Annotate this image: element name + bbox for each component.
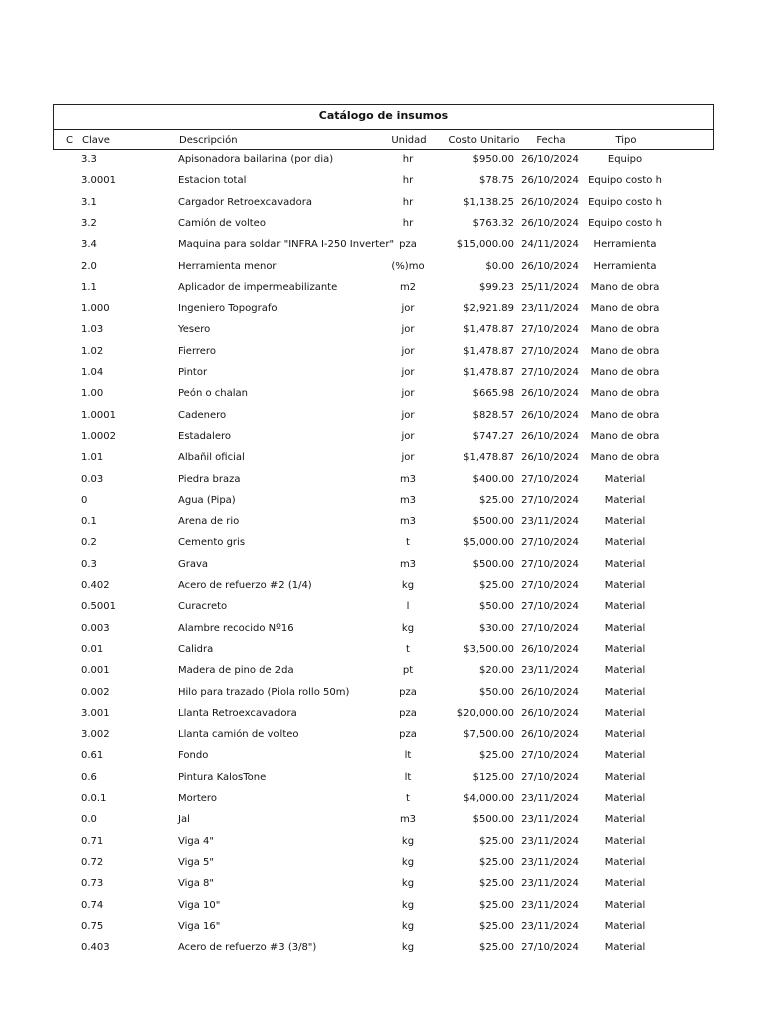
cell-tipo: Material <box>604 558 646 570</box>
table-row <box>53 384 714 405</box>
cell-fecha: 23/11/2024 <box>521 814 579 826</box>
cell-costo: $763.32 <box>472 217 514 229</box>
cell-unidad: pza <box>399 686 417 698</box>
cell-tipo: Material <box>604 516 646 528</box>
table-row <box>53 597 714 618</box>
cell-fecha: 26/10/2024 <box>521 260 579 272</box>
cell-tipo: Material <box>604 707 646 719</box>
cell-clave: 0.3 <box>81 558 97 570</box>
cell-descripcion: Hilo para trazado (Piola rollo 50m) <box>178 686 350 698</box>
cell-descripcion: Maquina para soldar "INFRA I-250 Inverter" <box>178 239 395 251</box>
cell-tipo: Mano de obra <box>590 367 660 378</box>
cell-costo: $25.00 <box>479 899 514 911</box>
cell-tipo: Material <box>604 793 646 804</box>
cell-fecha: 27/10/2024 <box>521 324 579 336</box>
cell-costo: $0.00 <box>485 260 514 272</box>
cell-fecha: 23/11/2024 <box>521 516 579 528</box>
cell-descripcion: Calidra <box>178 643 214 655</box>
table-row <box>53 896 714 917</box>
cell-costo: $500.00 <box>472 516 514 528</box>
cell-tipo: Material <box>604 750 646 762</box>
cell-unidad: m2 <box>399 281 417 293</box>
cell-clave: 0.75 <box>81 920 104 932</box>
header-costo-unitario: Costo Unitario <box>448 135 520 146</box>
cell-costo: $25.00 <box>479 878 514 890</box>
table-row <box>53 725 714 746</box>
table-row <box>53 746 714 767</box>
cell-fecha: 26/10/2024 <box>521 196 579 208</box>
cell-unidad: jor <box>401 430 415 442</box>
cell-fecha: 23/11/2024 <box>521 793 579 804</box>
cell-fecha: 23/11/2024 <box>521 665 579 677</box>
cell-costo: $1,478.87 <box>463 367 514 378</box>
cell-fecha: 26/10/2024 <box>521 707 579 719</box>
cell-tipo: Mano de obra <box>590 430 660 442</box>
cell-descripcion: Apisonadora bailarina (por dia) <box>178 154 334 165</box>
cell-fecha: 23/11/2024 <box>521 920 579 932</box>
cell-costo: $747.27 <box>472 430 514 442</box>
cell-fecha: 26/10/2024 <box>521 409 579 421</box>
cell-costo: $25.00 <box>479 856 514 868</box>
table-row <box>53 938 714 959</box>
cell-costo: $665.98 <box>472 388 514 400</box>
cell-clave: 3.3 <box>81 154 97 165</box>
cell-clave: 0.6 <box>81 771 97 783</box>
cell-fecha: 23/11/2024 <box>521 899 579 911</box>
page-title: Catálogo de insumos <box>318 109 449 122</box>
cell-descripcion: Pintor <box>178 367 208 378</box>
cell-tipo: Mano de obra <box>590 281 660 293</box>
cell-clave: 1.01 <box>81 452 104 464</box>
table-row <box>53 470 714 491</box>
cell-fecha: 26/10/2024 <box>521 217 579 229</box>
cell-descripcion: Viga 8" <box>178 878 215 890</box>
table-row <box>53 171 714 192</box>
cell-tipo: Material <box>604 856 646 868</box>
cell-clave: 1.000 <box>81 303 110 315</box>
cell-tipo: Material <box>604 686 646 698</box>
cell-clave: 0.1 <box>81 516 97 528</box>
cell-fecha: 26/10/2024 <box>521 175 579 187</box>
cell-costo: $99.23 <box>479 281 514 293</box>
cell-costo: $20.00 <box>479 665 514 677</box>
table-row <box>53 342 714 363</box>
cell-fecha: 27/10/2024 <box>521 558 579 570</box>
table-row <box>53 704 714 725</box>
cell-unidad: t <box>406 643 410 655</box>
cell-fecha: 23/11/2024 <box>521 835 579 847</box>
cell-descripcion: Albañil oficial <box>178 452 245 464</box>
cell-descripcion: Cargador Retroexcavadora <box>178 196 312 208</box>
cell-unidad: (%)mo <box>391 260 425 272</box>
cell-costo: $500.00 <box>472 558 514 570</box>
cell-clave: 0.73 <box>81 878 104 890</box>
cell-descripcion: Estadalero <box>178 430 231 442</box>
cell-descripcion: Mortero <box>178 793 217 804</box>
cell-clave: 3.002 <box>81 729 110 741</box>
cell-clave: 0.0.1 <box>81 793 107 804</box>
cell-clave: 0.403 <box>81 942 110 954</box>
table-row <box>53 661 714 682</box>
cell-tipo: Mano de obra <box>590 324 660 336</box>
cell-tipo: Material <box>604 835 646 847</box>
cell-clave: 0.61 <box>81 750 104 762</box>
cell-unidad: jor <box>401 409 415 421</box>
cell-unidad: pt <box>402 665 414 677</box>
cell-unidad: pza <box>399 729 417 741</box>
cell-costo: $25.00 <box>479 494 514 506</box>
cell-unidad: kg <box>401 856 415 868</box>
cell-clave: 2.0 <box>81 260 97 272</box>
cell-descripcion: Viga 4" <box>178 835 215 847</box>
cell-unidad: jor <box>401 367 415 378</box>
cell-clave: 1.1 <box>81 281 97 293</box>
cell-unidad: jor <box>401 303 415 315</box>
cell-fecha: 27/10/2024 <box>521 771 579 783</box>
cell-unidad: m3 <box>399 814 417 826</box>
cell-descripcion: Grava <box>178 558 209 570</box>
cell-costo: $1,478.87 <box>463 452 514 464</box>
cell-tipo: Material <box>604 771 646 783</box>
cell-descripcion: Yesero <box>178 324 211 336</box>
cell-costo: $828.57 <box>472 409 514 421</box>
header-descripcion: Descripción <box>179 135 238 146</box>
cell-tipo: Material <box>604 942 646 954</box>
cell-fecha: 27/10/2024 <box>521 473 579 485</box>
cell-clave: 3.001 <box>81 707 110 719</box>
table-row <box>53 257 714 278</box>
cell-tipo: Material <box>604 878 646 890</box>
cell-fecha: 26/10/2024 <box>521 154 579 165</box>
cell-fecha: 27/10/2024 <box>521 537 579 549</box>
cell-tipo: Material <box>604 920 646 932</box>
cell-descripcion: Ingeniero Topografo <box>178 303 278 315</box>
table-row <box>53 853 714 874</box>
cell-fecha: 24/11/2024 <box>521 239 579 251</box>
cell-descripcion: Viga 5" <box>178 856 215 868</box>
cell-costo: $4,000.00 <box>463 793 514 804</box>
cell-tipo: Material <box>604 814 646 826</box>
cell-costo: $25.00 <box>479 750 514 762</box>
cell-unidad: kg <box>401 622 415 634</box>
table-row <box>53 363 714 384</box>
cell-clave: 0.001 <box>81 665 110 677</box>
cell-clave: 3.0001 <box>81 175 116 187</box>
table-row <box>53 768 714 789</box>
header-c: C <box>66 135 73 146</box>
table-row <box>53 555 714 576</box>
cell-tipo: Mano de obra <box>590 409 660 421</box>
cell-fecha: 27/10/2024 <box>521 942 579 954</box>
table-row <box>53 619 714 640</box>
table-row <box>53 810 714 831</box>
cell-clave: 1.00 <box>81 388 104 400</box>
header-tipo: Tipo <box>615 135 637 146</box>
table-row <box>53 640 714 661</box>
cell-fecha: 27/10/2024 <box>521 750 579 762</box>
cell-fecha: 26/10/2024 <box>521 388 579 400</box>
cell-costo: $3,500.00 <box>463 643 514 655</box>
cell-tipo: Equipo costo h <box>588 217 662 229</box>
cell-fecha: 27/10/2024 <box>521 367 579 378</box>
cell-descripcion: Pintura KalosTone <box>178 771 267 783</box>
cell-tipo: Material <box>604 899 646 911</box>
cell-costo: $2,921.89 <box>463 303 514 315</box>
cell-descripcion: Arena de rio <box>178 516 240 528</box>
cell-unidad: jor <box>401 345 415 357</box>
cell-clave: 1.0001 <box>81 409 116 421</box>
cell-fecha: 27/10/2024 <box>521 580 579 591</box>
cell-clave: 0.5001 <box>81 601 116 613</box>
cell-tipo: Material <box>604 601 646 613</box>
cell-unidad: kg <box>401 580 415 591</box>
table-row <box>53 576 714 597</box>
cell-unidad: hr <box>402 196 414 208</box>
table-row <box>53 491 714 512</box>
cell-tipo: Material <box>604 665 646 677</box>
cell-clave: 0.402 <box>81 580 110 591</box>
cell-costo: $78.75 <box>479 175 514 187</box>
cell-costo: $15,000.00 <box>456 239 514 251</box>
cell-costo: $1,138.25 <box>463 196 514 208</box>
cell-fecha: 23/11/2024 <box>521 303 579 315</box>
cell-clave: 1.0002 <box>81 430 116 442</box>
cell-unidad: hr <box>402 175 414 187</box>
cell-tipo: Mano de obra <box>590 388 660 400</box>
cell-unidad: kg <box>401 920 415 932</box>
cell-fecha: 27/10/2024 <box>521 601 579 613</box>
cell-costo: $25.00 <box>479 920 514 932</box>
cell-unidad: jor <box>401 452 415 464</box>
cell-unidad: kg <box>401 899 415 911</box>
table-row <box>53 789 714 810</box>
cell-descripcion: Alambre recocido Nº16 <box>178 622 294 634</box>
cell-costo: $20,000.00 <box>456 707 514 719</box>
cell-fecha: 23/11/2024 <box>521 856 579 868</box>
table-row <box>53 150 714 171</box>
table-row <box>53 299 714 320</box>
cell-costo: $950.00 <box>472 154 514 165</box>
cell-descripcion: Acero de refuerzo #2 (1/4) <box>178 580 312 591</box>
cell-descripcion: Estacion total <box>178 175 247 187</box>
cell-tipo: Herramienta <box>593 260 657 272</box>
cell-costo: $25.00 <box>479 942 514 954</box>
cell-descripcion: Llanta camión de volteo <box>178 729 299 741</box>
cell-clave: 0.002 <box>81 686 110 698</box>
cell-costo: $1,478.87 <box>463 324 514 336</box>
cell-descripcion: Llanta Retroexcavadora <box>178 707 297 719</box>
cell-unidad: lt <box>404 771 412 783</box>
cell-unidad: kg <box>401 942 415 954</box>
cell-unidad: kg <box>401 835 415 847</box>
cell-fecha: 26/10/2024 <box>521 452 579 464</box>
table-row <box>53 427 714 448</box>
cell-clave: 0.0 <box>81 814 97 826</box>
cell-costo: $500.00 <box>472 814 514 826</box>
cell-clave: 3.1 <box>81 196 97 208</box>
cell-descripcion: Fierrero <box>178 345 216 357</box>
cell-unidad: pza <box>399 239 417 251</box>
cell-unidad: hr <box>402 154 414 165</box>
cell-clave: 1.03 <box>81 324 104 336</box>
table-row <box>53 832 714 853</box>
cell-clave: 0.71 <box>81 835 104 847</box>
cell-unidad: t <box>406 537 410 549</box>
cell-descripcion: Herramienta menor <box>178 260 277 272</box>
cell-unidad: t <box>406 793 410 804</box>
cell-costo: $400.00 <box>472 473 514 485</box>
cell-unidad: l <box>406 601 410 613</box>
cell-tipo: Mano de obra <box>590 303 660 315</box>
cell-tipo: Material <box>604 643 646 655</box>
cell-fecha: 27/10/2024 <box>521 345 579 357</box>
table-row <box>53 533 714 554</box>
table-row <box>53 214 714 235</box>
cell-clave: 3.4 <box>81 239 97 251</box>
table-row <box>53 917 714 938</box>
cell-clave: 3.2 <box>81 217 97 229</box>
table-row <box>53 406 714 427</box>
cell-clave: 0 <box>81 494 88 506</box>
cell-descripcion: Camión de volteo <box>178 217 266 229</box>
column-headers <box>54 129 713 151</box>
cell-clave: 0.2 <box>81 537 97 549</box>
cell-descripcion: Viga 10" <box>178 899 221 911</box>
cell-costo: $1,478.87 <box>463 345 514 357</box>
cell-tipo: Material <box>604 473 646 485</box>
catalog-header <box>53 104 714 150</box>
cell-tipo: Material <box>604 537 646 549</box>
cell-tipo: Material <box>604 580 646 591</box>
cell-unidad: lt <box>404 750 412 762</box>
cell-descripcion: Curacreto <box>178 601 228 613</box>
cell-costo: $50.00 <box>479 601 514 613</box>
table-row <box>53 512 714 533</box>
cell-clave: 0.72 <box>81 856 104 868</box>
cell-tipo: Material <box>604 622 646 634</box>
cell-fecha: 26/10/2024 <box>521 643 579 655</box>
table-row <box>53 278 714 299</box>
table-row <box>53 320 714 341</box>
cell-fecha: 27/10/2024 <box>521 494 579 506</box>
table-row <box>53 683 714 704</box>
cell-descripcion: Viga 16" <box>178 920 221 932</box>
header-fecha: Fecha <box>536 135 566 146</box>
cell-descripcion: Aplicador de impermeabilizante <box>178 281 338 293</box>
cell-fecha: 26/10/2024 <box>521 430 579 442</box>
table-row <box>53 874 714 895</box>
cell-unidad: pza <box>399 707 417 719</box>
cell-clave: 0.74 <box>81 899 104 911</box>
cell-descripcion: Madera de pino de 2da <box>178 665 294 677</box>
cell-costo: $30.00 <box>479 622 514 634</box>
header-unidad: Unidad <box>391 135 427 146</box>
cell-unidad: jor <box>401 324 415 336</box>
cell-clave: 0.03 <box>81 473 104 485</box>
cell-descripcion: Fondo <box>178 750 209 762</box>
header-clave: Clave <box>82 135 110 146</box>
cell-tipo: Mano de obra <box>590 452 660 464</box>
cell-costo: $25.00 <box>479 580 514 591</box>
cell-descripcion: Acero de refuerzo #3 (3/8") <box>178 942 317 954</box>
cell-fecha: 25/11/2024 <box>521 281 579 293</box>
cell-tipo: Equipo <box>607 154 643 165</box>
cell-descripcion: Cemento gris <box>178 537 246 549</box>
cell-tipo: Herramienta <box>593 239 657 251</box>
cell-costo: $7,500.00 <box>463 729 514 741</box>
cell-unidad: m3 <box>399 473 417 485</box>
cell-costo: $25.00 <box>479 835 514 847</box>
cell-descripcion: Cadenero <box>178 409 227 421</box>
cell-tipo: Mano de obra <box>590 345 660 357</box>
cell-clave: 1.02 <box>81 345 104 357</box>
cell-fecha: 26/10/2024 <box>521 729 579 741</box>
cell-unidad: m3 <box>399 494 417 506</box>
cell-unidad: hr <box>402 217 414 229</box>
cell-unidad: m3 <box>399 516 417 528</box>
cell-costo: $50.00 <box>479 686 514 698</box>
cell-descripcion: Agua (Pipa) <box>178 494 236 506</box>
cell-costo: $5,000.00 <box>463 537 514 549</box>
cell-tipo: Equipo costo h <box>588 175 662 187</box>
cell-descripcion: Jal <box>178 814 190 826</box>
table-row <box>53 448 714 469</box>
table-row <box>53 193 714 214</box>
cell-tipo: Equipo costo h <box>588 196 662 208</box>
cell-tipo: Material <box>604 729 646 741</box>
cell-fecha: 27/10/2024 <box>521 622 579 634</box>
cell-fecha: 23/11/2024 <box>521 878 579 890</box>
cell-clave: 1.04 <box>81 367 104 378</box>
cell-unidad: jor <box>401 388 415 400</box>
cell-tipo: Material <box>604 494 646 506</box>
cell-descripcion: Peón o chalan <box>178 388 248 400</box>
cell-costo: $125.00 <box>472 771 514 783</box>
cell-clave: 0.003 <box>81 622 110 634</box>
cell-unidad: m3 <box>399 558 417 570</box>
table-row <box>53 235 714 256</box>
cell-fecha: 26/10/2024 <box>521 686 579 698</box>
cell-clave: 0.01 <box>81 643 104 655</box>
cell-descripcion: Piedra braza <box>178 473 241 485</box>
cell-unidad: kg <box>401 878 415 890</box>
